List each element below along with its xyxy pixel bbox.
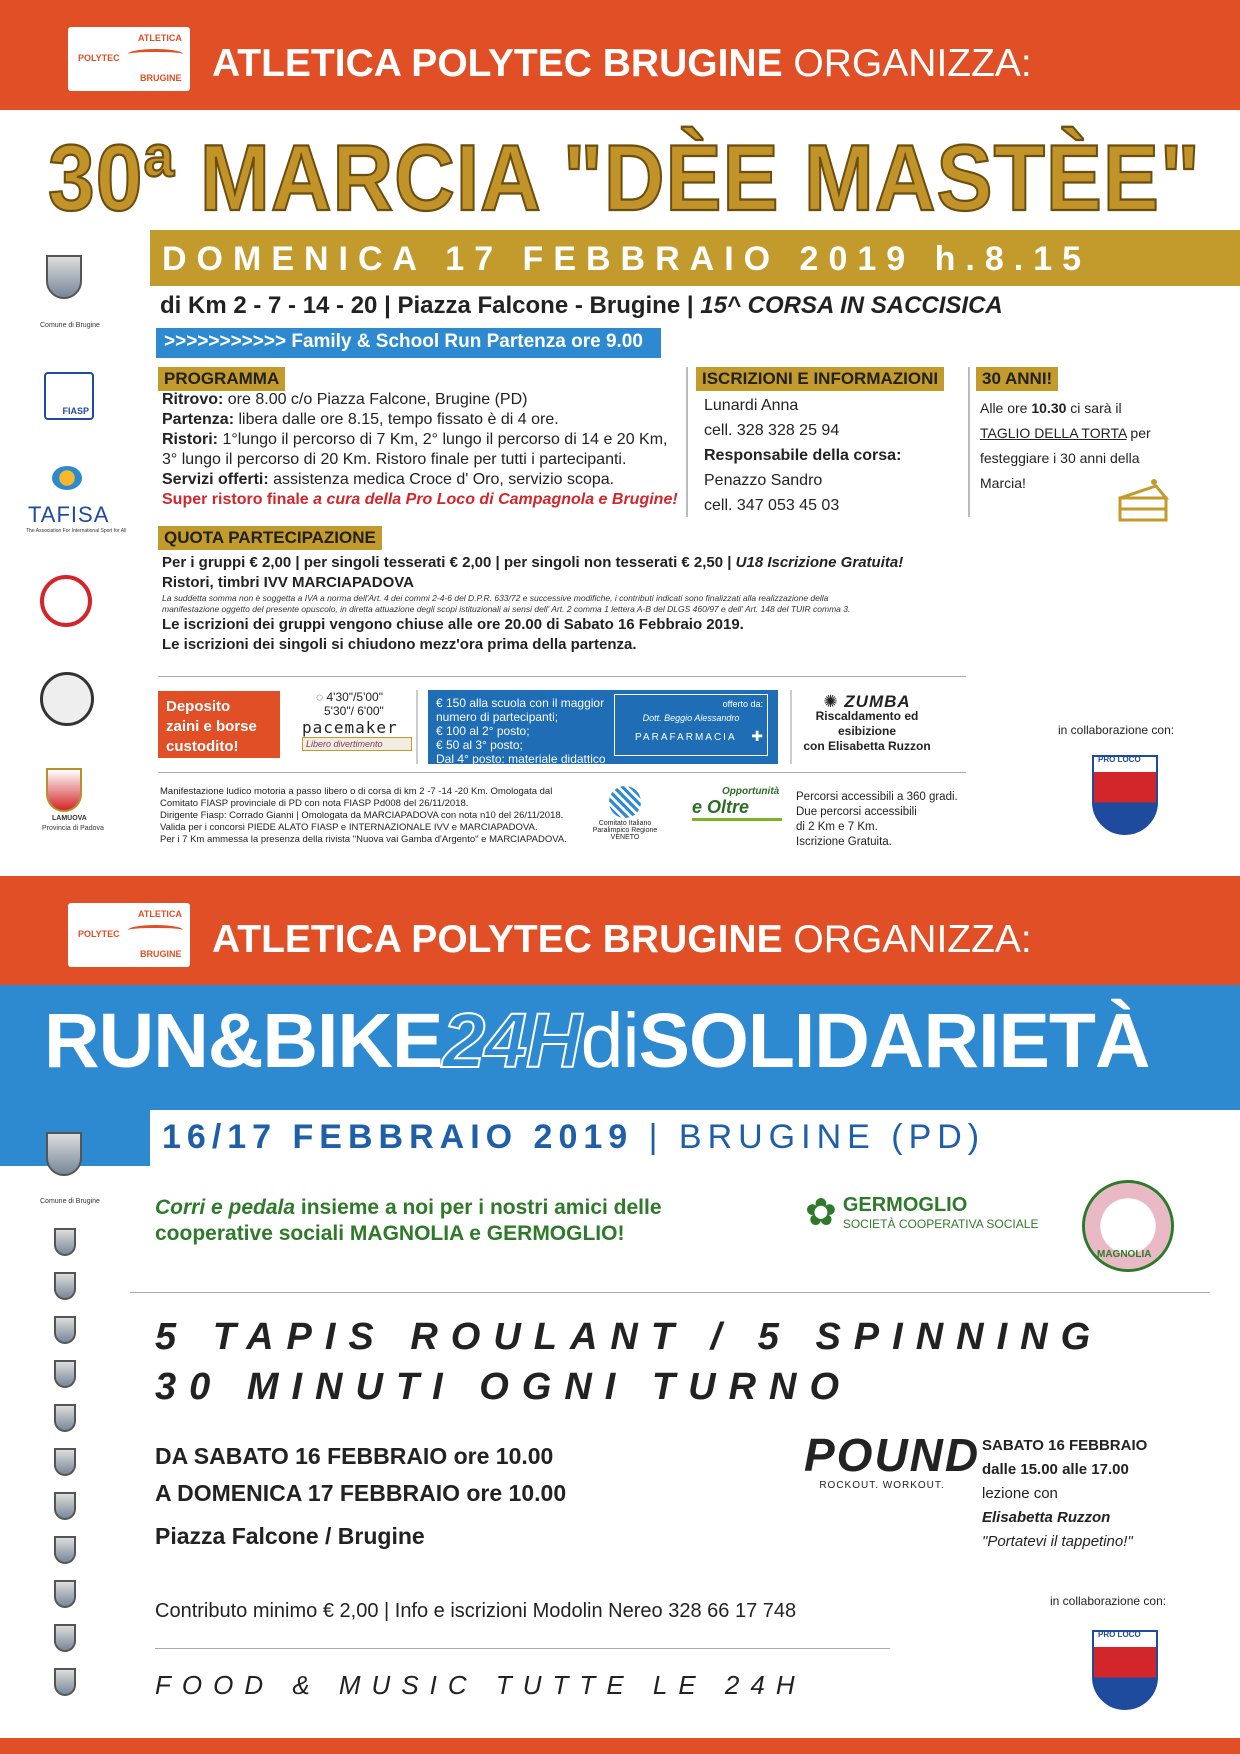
- family-run-bar: >>>>>>>>>>> Family & School Run Partenza ore 9.00: [156, 328, 661, 358]
- quota-text: Per i gruppi € 2,00 | per singoli tesserati € 2,00 | per singoli non tesserati € 2,50 | U18 Iscrizione Gratuita! Ristori, timbri IVV MARCIAPADOVA La suddetta somma non è soggetta a IVA a norma dell'Art. 4 dei commi 2-4-6 del D.P.R. 633/72 e successive modifiche, i contributi indicati sono finalizzati alla realizzazione della manifestazione oggetto del presente opuscolo, in diretta attuazione degli scopi istituzionali ai sensi dell' Art. 2 comma 1 lettera A-B del DLGS 460/97 e dell' Art. 148 del TUIR comma 3. Le iscrizioni dei gruppi vengono chiuse alle ore 20.00 di Sabato 16 Febbraio 2019. Le iscrizioni dei singoli si chiudono mezz'ora prima della partenza.: [162, 554, 904, 653]
- marcia-date: DOMENICA 17 FEBBRAIO 2019 h.8.15: [162, 240, 1092, 278]
- zumba-box: ✺ ZUMBA Riscaldamento ed esibizione con Elisabetta Ruzzon: [803, 692, 931, 753]
- pharmacy-cross-icon: ✚: [751, 728, 763, 744]
- divider: [155, 1648, 890, 1649]
- comune-crest-icon: [54, 1624, 76, 1652]
- fiasp-logo-icon: [44, 372, 94, 420]
- logo-swoosh-icon: [128, 925, 183, 935]
- proloco-crest-icon: PRO LOCO: [1092, 755, 1158, 835]
- divider: [158, 676, 966, 677]
- comune-brugine-crest-icon: [46, 255, 82, 299]
- food-music-text: FOOD & MUSIC TUTTE LE 24H: [155, 1670, 806, 1700]
- fine-print: Manifestazione ludico motoria a passo libero o di corsa di km 2 -7 -14 -20 Km. Omologata dal Comitato FIASP provinciale di PD con nota FIASP Pd008 del 26/11/2018. Dirigente Fiasp: Corrado Gianni | Omologata da MARCIAPADOVA con nota n10 del 26/11/2018. Valida per i concorsi PIEDE ALATO FIASP e INTERNAZIONALE IVV e MARCIAPADOVA. Per i 7 Km ammessa la presenza della rivista "Nuova vai Gamba d'Argento" e MARCIAPADOVA.: [160, 786, 567, 845]
- germoglio-logo: ✿ GERMOGLIO SOCIETÀ COOPERATIVA SOCIALE: [805, 1192, 1039, 1234]
- lamuova-label: LAMUOVA: [52, 815, 87, 822]
- comune-crest-icon: [54, 1228, 76, 1256]
- organizer-title-2: ATLETICA POLYTEC BRUGINE ORGANIZZA:: [212, 918, 1032, 961]
- zumba-icon: ✺: [823, 692, 839, 711]
- comune-brugine-label: Comune di Brugine: [40, 322, 100, 329]
- divider: [158, 772, 966, 773]
- pacemaker-box: ◌ 4'30"/5'00" 5'30"/ 6'00" pacemaker Libero divertimento: [302, 690, 412, 751]
- tafisa-logo-icon: [52, 466, 82, 490]
- comune-brugine-crest-icon: [46, 1132, 82, 1176]
- programma-label: PROGRAMMA: [158, 367, 285, 391]
- anni-label: 30 ANNI!: [976, 367, 1058, 391]
- organizer-title: ATLETICA POLYTEC BRUGINE ORGANIZZA:: [212, 42, 1032, 85]
- programma-text: Ritrovo: ore 8.00 c/o Piazza Falcone, Brugine (PD) Partenza: libera dalle ore 8.15, tempo fissato è di 4 ore. Ristori: 1°lungo il percorso di 7 Km, 2° lungo il percorso di 14 e 20 Km, 3° lungo il percorso di 20 Km. Ristoro finale per tutti i partecipanti. Servizi offerti: assistenza medica Croce d' Oro, servizio scopa. Super ristoro finale a cura della Pro Loco di Campagnola e Brugine!: [162, 391, 678, 508]
- logo-text-top: ATLETICA: [138, 33, 182, 43]
- comune-crest-icon: [54, 1272, 76, 1300]
- event-dates: DA SABATO 16 FEBBRAIO ore 10.00 A DOMENICA 17 FEBBRAIO ore 10.00 Piazza Falcone / Brugine: [155, 1443, 567, 1549]
- comune-crest-icon: [54, 1316, 76, 1344]
- pound-logo: POUND ROCKOUT. WORKOUT.: [804, 1429, 981, 1491]
- logo-swoosh-icon: [128, 49, 183, 59]
- anni-text: Alle ore 10.30 ci sarà il TAGLIO DELLA TORTA per festeggiare i 30 anni della Marcia!: [980, 400, 1151, 491]
- corri-pedala-text: Corri e pedala insieme a noi per i nostri amici delle cooperative sociali MAGNOLIA e GERMOGLIO!: [155, 1196, 662, 1245]
- marcia-title: 30ª MARCIA "DÈE MASTÈE": [48, 125, 1201, 231]
- atletica-polytec-logo: [68, 27, 190, 91]
- runbike-title: RUN&BIKE24HdiSOLIDARIETÀ: [44, 998, 1150, 1084]
- collab-label-1: in collaborazione con:: [1058, 723, 1175, 737]
- comune-crest-icon: [54, 1404, 76, 1432]
- logo-text-left: POLYTEC: [78, 53, 120, 63]
- tafisa-sub-label: The Association For International Sport for All: [26, 528, 127, 534]
- magnolia-logo-icon: MAGNOLIA: [1082, 1180, 1174, 1272]
- regione-veneto-logo: Comitato Italiano Paralimpico Regione VENETO: [590, 786, 660, 841]
- tapis-spinning-text: 5 TAPIS ROULANT / 5 SPINNING 30 MINUTI OGNI TURNO: [155, 1316, 1104, 1408]
- divider: [130, 1292, 1210, 1293]
- comune-crest-icon: [54, 1448, 76, 1476]
- comune-crest-icon: [54, 1492, 76, 1520]
- marcia-date-band: [150, 230, 1240, 286]
- pound-lesson-text: SABATO 16 FEBBRAIO dalle 15.00 alle 17.00 lezione con Elisabetta Ruzzon "Portatevi il tappetino!": [982, 1437, 1148, 1550]
- contributo-text: Contributo minimo € 2,00 | Info e iscrizioni Modolin Nereo 328 66 17 748: [155, 1600, 797, 1622]
- iscrizioni-text: Lunardi Anna cell. 328 328 25 94 Responsabile della corsa: Penazzo Sandro cell. 347 053 45 03: [704, 397, 902, 514]
- runbike-date-band: [150, 1110, 1210, 1166]
- flower-icon: ✿: [805, 1192, 837, 1234]
- ivv-logo-icon: [40, 575, 92, 627]
- organizer-header-2: [0, 876, 1240, 986]
- provincia-label: Provincia di Padova: [42, 825, 104, 832]
- divider: [686, 367, 688, 517]
- school-prize-box: € 150 alla scuola con il maggior numero di partecipanti; € 100 al 2° posto; € 50 al 3° posto; Dal 4° posto: materiale didattico offerto da: Dott. Beggio Alessandro PARAFARMACIA ✚: [428, 690, 778, 764]
- iscrizioni-label: ISCRIZIONI E INFORMAZIONI: [696, 367, 944, 391]
- comune-crest-icon: [54, 1580, 76, 1608]
- opportunita-oltre-logo: Opportunità e Oltre: [692, 786, 782, 846]
- quota-label: QUOTA PARTECIPAZIONE: [158, 526, 382, 550]
- accessibility-text: Percorsi accessibili a 360 gradi. Due percorsi accessibili di 2 Km e 7 Km. Iscrizione Gratuita.: [796, 791, 958, 848]
- runbike-title-band: [0, 985, 1240, 1110]
- marcia-distances: di Km 2 - 7 - 14 - 20 | Piazza Falcone - Brugine | 15^ CORSA IN SACCISICA: [160, 292, 1003, 319]
- balloon-icon: ◌: [316, 690, 324, 704]
- parafarmacia-box: offerto da: Dott. Beggio Alessandro PARAFARMACIA ✚: [614, 694, 768, 756]
- tafisa-label: TAFISA: [28, 502, 110, 527]
- divider: [416, 690, 418, 764]
- logo-text-bottom: BRUGINE: [140, 73, 182, 83]
- comune-brugine-label: Comune di Brugine: [40, 1198, 100, 1205]
- fiasp-label: FIASP: [62, 406, 89, 416]
- bottom-bar: [0, 1738, 1240, 1754]
- comune-crest-icon: [54, 1536, 76, 1564]
- organizer-header: [0, 0, 1240, 110]
- divider: [790, 690, 792, 764]
- comune-crest-icon: [54, 1668, 76, 1696]
- proloco-crest-icon: PRO LOCO: [1092, 1630, 1158, 1710]
- runbike-date: 16/17 FEBBRAIO 2019 | BRUGINE (PD): [162, 1118, 986, 1156]
- marciapadova-logo-icon: [40, 672, 94, 726]
- comune-crest-icon: [54, 1360, 76, 1388]
- provincia-padova-crest-icon: [46, 768, 82, 812]
- divider: [968, 367, 970, 517]
- collab-label-2: in collaborazione con:: [1050, 1594, 1167, 1608]
- paralympic-icon: [609, 786, 641, 818]
- cake-icon: [1116, 478, 1170, 522]
- atletica-polytec-logo: ATLETICA POLYTEC BRUGINE: [68, 903, 190, 967]
- deposito-box: Deposito zaini e borse custodito!: [158, 691, 280, 758]
